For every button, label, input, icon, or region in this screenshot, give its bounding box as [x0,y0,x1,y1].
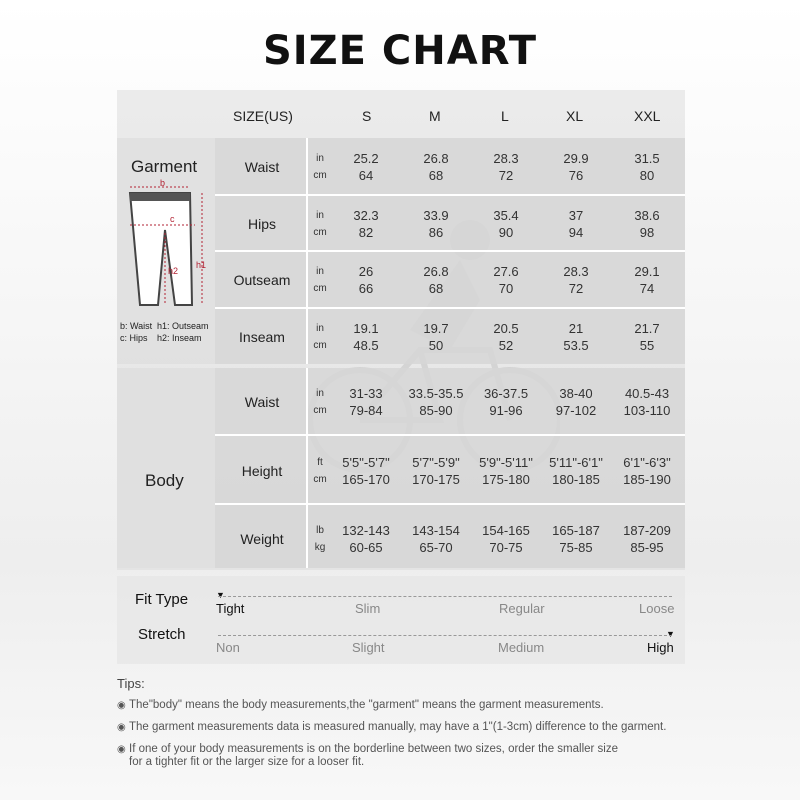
table-cell: 132-143 [342,523,390,538]
row-divider [215,307,685,309]
table-cell: 187-209 [623,523,671,538]
table-cell: 66 [358,281,374,296]
unit-label: in [316,323,324,334]
garment-row-label-waist: Waist [244,159,280,175]
table-cell: 85-90 [419,403,453,418]
table-cell: 50 [428,338,444,353]
table-cell: 40.5-43 [624,386,670,401]
tip-text: If one of your body measurements is on the borderline between two sizes, order the smaller size [129,743,618,755]
unit-label: cm [313,283,327,294]
row-divider [215,250,685,252]
table-cell: 85-95 [630,540,664,555]
stretch-marker-icon: ▼ [666,629,675,639]
table-cell: 68 [428,281,444,296]
size-xxl-header: XXL [634,108,661,124]
unit-label: in [316,153,324,164]
table-cell: 143-154 [412,523,460,538]
table-cell: 28.3 [563,264,589,279]
table-cell: 65-70 [419,540,453,555]
stretch-label: Stretch [138,626,186,643]
table-cell: 19.7 [423,321,449,336]
row-divider [215,434,685,436]
table-cell: 76 [568,168,584,183]
figure-label-b: b [160,178,166,188]
row-divider [215,194,685,196]
row-divider [215,503,685,505]
garment-pants-figure [120,185,210,320]
legend-hips: c: Hips [120,333,148,343]
tip-item [117,698,604,713]
table-cell: 48.5 [353,338,379,353]
column-divider [306,368,308,568]
unit-label: kg [314,542,326,553]
table-cell: 72 [568,281,584,296]
table-cell: 5'11"-6'1" [549,455,603,470]
unit-label: cm [313,340,327,351]
table-cell: 26 [358,264,374,279]
table-cell: 27.6 [493,264,519,279]
table-cell: 94 [568,225,584,240]
table-cell: 32.3 [353,208,379,223]
stretch-option-medium: Medium [498,640,545,655]
table-cell: 53.5 [563,338,589,353]
legend-outseam: h1: Outseam [157,321,209,331]
table-cell: 154-165 [482,523,530,538]
unit-label: ft [317,457,323,468]
figure-label-c: c [170,214,175,224]
table-cell: 82 [358,225,374,240]
garment-row-label-outseam: Outseam [233,272,291,288]
fit-stretch-panel [117,576,685,664]
table-cell: 79-84 [349,403,383,418]
table-cell: 165-170 [342,472,390,487]
stretch-option-high: High [647,640,674,655]
body-row-label-waist: Waist [244,394,280,410]
table-cell: 21.7 [634,321,660,336]
garment-row-label-inseam: Inseam [239,329,285,345]
bullet-icon: ◉ [117,700,126,711]
stretch-option-slight: Slight [352,640,385,655]
table-cell: 185-190 [623,472,671,487]
page-title: SIZE CHART [262,28,538,74]
fit-option-regular: Regular [499,601,545,616]
table-cell: 36-37.5 [483,386,529,401]
unit-label: in [316,210,324,221]
table-cell: 29.9 [563,151,589,166]
figure-label-h1: h1 [196,260,207,270]
table-cell: 90 [498,225,514,240]
table-cell: 70 [498,281,514,296]
garment-row-label-hips: Hips [247,216,276,232]
table-cell: 70-75 [489,540,523,555]
table-cell: 6'1"-6'3" [623,455,671,470]
unit-label: cm [313,405,327,416]
table-cell: 97-102 [555,403,597,418]
garment-label: Garment [131,157,198,176]
table-cell: 175-180 [482,472,530,487]
table-cell: 29.1 [634,264,660,279]
table-cell: 170-175 [412,472,460,487]
unit-label: cm [313,227,327,238]
fit-type-scale [218,596,672,597]
legend-inseam: h2: Inseam [157,333,202,343]
size-s-header: S [362,108,372,124]
table-cell: 25.2 [353,151,379,166]
table-cell: 31-33 [349,386,383,401]
table-cell: 68 [428,168,444,183]
table-cell: 19.1 [353,321,379,336]
table-cell: 64 [358,168,374,183]
table-cell: 74 [639,281,655,296]
table-cell: 86 [428,225,444,240]
table-cell: 37 [568,208,584,223]
tip-item [117,720,666,735]
table-cell: 35.4 [493,208,519,223]
body-group [117,368,215,568]
body-label: Body [145,471,184,490]
tip-item-continued [129,755,364,769]
table-cell: 180-185 [552,472,600,487]
bullet-icon: ◉ [117,744,126,755]
table-cell: 31.5 [634,151,660,166]
size-us-header: SIZE(US) [233,108,293,124]
figure-label-h2: h2 [168,266,179,276]
table-cell: 33.5-35.5 [408,386,464,401]
table-cell: 98 [639,225,655,240]
table-cell: 26.8 [423,264,449,279]
unit-label: cm [313,474,327,485]
unit-label: in [316,388,324,399]
table-cell: 5'7"-5'9" [412,455,460,470]
unit-label: cm [313,170,327,181]
fit-option-tight: Tight [216,601,245,616]
table-cell: 21 [568,321,584,336]
size-m-header: M [429,108,441,124]
table-cell: 80 [639,168,655,183]
tips-title: Tips: [117,676,145,691]
table-cell: 52 [498,338,514,353]
size-xl-header: XL [566,108,584,124]
table-cell: 103-110 [623,403,671,418]
table-cell: 28.3 [493,151,519,166]
fit-option-loose: Loose [639,601,675,616]
stretch-scale [218,635,672,636]
unit-label: in [316,266,324,277]
body-row-label-height: Height [241,463,283,479]
table-cell: 26.8 [423,151,449,166]
tip-text: for a tighter fit or the larger size for a looser fit. [129,756,365,768]
bullet-icon: ◉ [117,722,126,733]
tip-text: The garment measurements data is measured manually, may have a 1"(1-3cm) difference to the garment. [129,721,667,733]
fit-type-marker-icon: ▼ [216,590,225,600]
table-cell: 20.5 [493,321,519,336]
table-cell: 38.6 [634,208,660,223]
fit-option-slim: Slim [355,601,381,616]
table-cell: 55 [639,338,655,353]
table-cell: 5'9"-5'11" [479,455,533,470]
stretch-option-non: Non [216,640,240,655]
table-cell: 91-96 [489,403,523,418]
table-cell: 165-187 [552,523,600,538]
table-cell: 33.9 [423,208,449,223]
table-cell: 72 [498,168,514,183]
tip-text: The"body" means the body measurements,the "garment" means the garment measurements. [129,699,604,711]
table-cell: 38-40 [559,386,593,401]
fit-type-label: Fit Type [135,591,189,608]
table-cell: 60-65 [349,540,383,555]
table-cell: 75-85 [559,540,593,555]
body-row-label-weight: Weight [240,531,284,547]
column-divider [306,138,308,364]
table-cell: 5'5"-5'7" [342,455,390,470]
unit-label: lb [316,525,324,536]
size-l-header: L [501,108,509,124]
legend-waist: b: Waist [120,321,153,331]
